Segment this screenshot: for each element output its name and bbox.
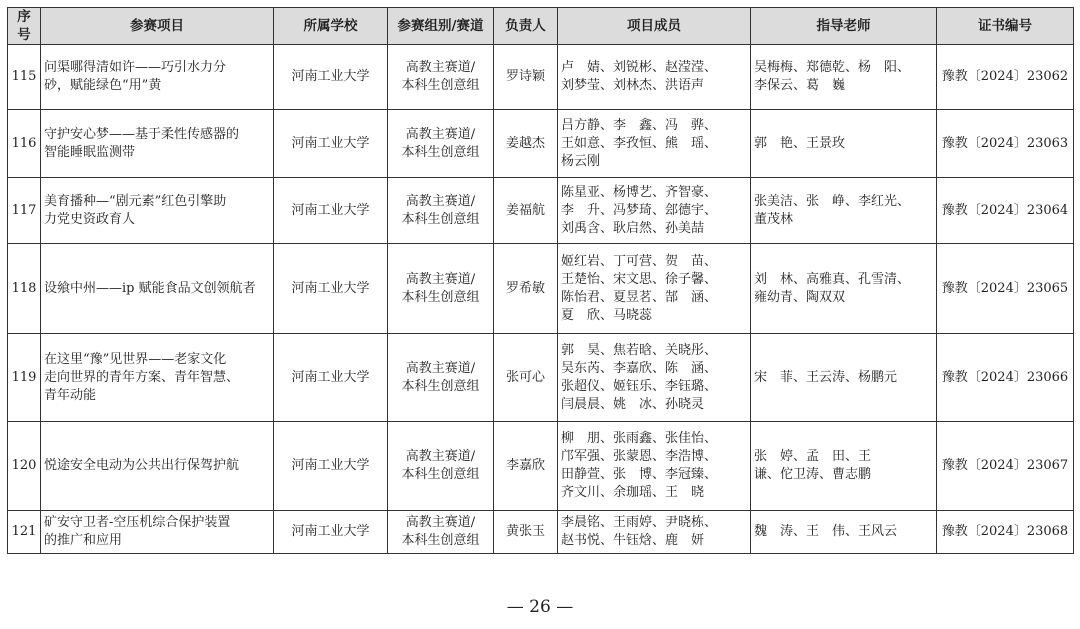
row-no: 116	[8, 110, 41, 178]
table-row	[8, 178, 1074, 244]
row-no: 118	[8, 244, 41, 334]
table-header-row	[8, 8, 1074, 45]
header-cert: 证书编号	[937, 8, 1074, 45]
row-cert: 豫教〔2024〕23067	[937, 422, 1074, 511]
row-members: 吕方静、李 鑫、冯 骅、 王如意、李孜恒、熊 瑶、 杨云刚	[558, 110, 751, 178]
row-members: 柳 朋、张雨鑫、张佳怡、 邝军强、张蒙恩、李浩博、 田静萱、张 博、李冠臻、 齐文川、余珈瑶、王 晓	[558, 422, 751, 511]
row-teachers: 刘 林、高雅真、孔雪清、 雍幼青、陶双双	[751, 244, 937, 334]
row-teachers: 魏 涛、王 伟、王风云	[751, 511, 937, 554]
row-school: 河南工业大学	[274, 110, 388, 178]
row-leader: 李嘉欣	[494, 422, 558, 511]
row-group: 高教主赛道/ 本科生创意组	[388, 334, 494, 422]
row-project: 在这里“豫”见世界——老家文化 走向世界的青年方案、青年智慧、 青年动能	[41, 334, 274, 422]
row-group: 高教主赛道/ 本科生创意组	[388, 244, 494, 334]
row-members: 卢 婧、刘锐彬、赵滢滢、 刘梦莹、刘林杰、洪语声	[558, 45, 751, 110]
header-leader: 负责人	[494, 8, 558, 45]
table-row	[8, 45, 1074, 110]
row-teachers: 张美洁、张 峥、李红光、 董茂林	[751, 178, 937, 244]
row-group: 高教主赛道/ 本科生创意组	[388, 422, 494, 511]
row-no: 120	[8, 422, 41, 511]
row-school: 河南工业大学	[274, 244, 388, 334]
row-cert: 豫教〔2024〕23065	[937, 244, 1074, 334]
row-teachers: 吴梅梅、郑德乾、杨 阳、 李保云、葛 巍	[751, 45, 937, 110]
row-project: 守护安心梦——基于柔性传感器的 智能睡眠监测带	[41, 110, 274, 178]
row-members: 陈星亚、杨博艺、齐智豪、 李 升、冯梦琦、郐德宇、 刘禹含、耿启然、孙美喆	[558, 178, 751, 244]
header-school: 所属学校	[274, 8, 388, 45]
row-leader: 姜福航	[494, 178, 558, 244]
row-leader: 罗诗颖	[494, 45, 558, 110]
row-group: 高教主赛道/ 本科生创意组	[388, 178, 494, 244]
row-cert: 豫教〔2024〕23062	[937, 45, 1074, 110]
row-teachers: 郭 艳、王景玫	[751, 110, 937, 178]
row-cert: 豫教〔2024〕23064	[937, 178, 1074, 244]
row-members: 姬红岩、丁可营、贺 苗、 王楚怡、宋文思、徐子馨、 陈怡君、夏昱茗、郜 涵、 夏 欣、马晓蕊	[558, 244, 751, 334]
row-no: 121	[8, 511, 41, 554]
row-cert: 豫教〔2024〕23066	[937, 334, 1074, 422]
row-leader: 姜越杰	[494, 110, 558, 178]
row-members: 李晨铭、王雨婷、尹晓栋、 赵书悦、牛钰焓、鹿 妍	[558, 511, 751, 554]
row-project: 问渠哪得清如许——巧引水力分 砂，赋能绿色“用”黄	[41, 45, 274, 110]
row-group: 高教主赛道/ 本科生创意组	[388, 511, 494, 554]
row-project: 美育播种—“剧元素”红色引擎助 力党史资政育人	[41, 178, 274, 244]
header-members: 项目成员	[558, 8, 751, 45]
row-leader: 张可心	[494, 334, 558, 422]
table-row	[8, 110, 1074, 178]
row-school: 河南工业大学	[274, 422, 388, 511]
row-teachers: 宋 菲、王云涛、杨鹏元	[751, 334, 937, 422]
header-teachers: 指导老师	[751, 8, 937, 45]
header-project: 参赛项目	[41, 8, 274, 45]
row-no: 115	[8, 45, 41, 110]
row-cert: 豫教〔2024〕23068	[937, 511, 1074, 554]
row-project: 矿安守卫者-空压机综合保护装置 的推广和应用	[41, 511, 274, 554]
table-row	[8, 244, 1074, 334]
table-row	[8, 334, 1074, 422]
row-school: 河南工业大学	[274, 45, 388, 110]
row-members: 郭 昊、焦若晗、关晓彤、 吴东芮、李嘉欣、陈 涵、 张超仪、姬钰乐、李钰璐、 闫晨晨、姚 冰、孙晓灵	[558, 334, 751, 422]
table-row	[8, 422, 1074, 511]
page-number: — 26 —	[506, 597, 574, 617]
row-no: 117	[8, 178, 41, 244]
row-leader: 黄张玉	[494, 511, 558, 554]
header-group: 参赛组别/赛道	[388, 8, 494, 45]
row-group: 高教主赛道/ 本科生创意组	[388, 45, 494, 110]
row-cert: 豫教〔2024〕23063	[937, 110, 1074, 178]
row-teachers: 张 婷、孟 田、王 谦、佗卫涛、曹志鹏	[751, 422, 937, 511]
header-no: 序号	[8, 8, 41, 45]
award-table	[7, 7, 1074, 554]
row-school: 河南工业大学	[274, 511, 388, 554]
row-group: 高教主赛道/ 本科生创意组	[388, 110, 494, 178]
row-project: 设飨中州——ip 赋能食品文创领航者	[41, 244, 274, 334]
row-school: 河南工业大学	[274, 334, 388, 422]
row-project: 悦途安全电动为公共出行保驾护航	[41, 422, 274, 511]
table-row	[8, 511, 1074, 554]
row-no: 119	[8, 334, 41, 422]
row-leader: 罗希敏	[494, 244, 558, 334]
row-school: 河南工业大学	[274, 178, 388, 244]
